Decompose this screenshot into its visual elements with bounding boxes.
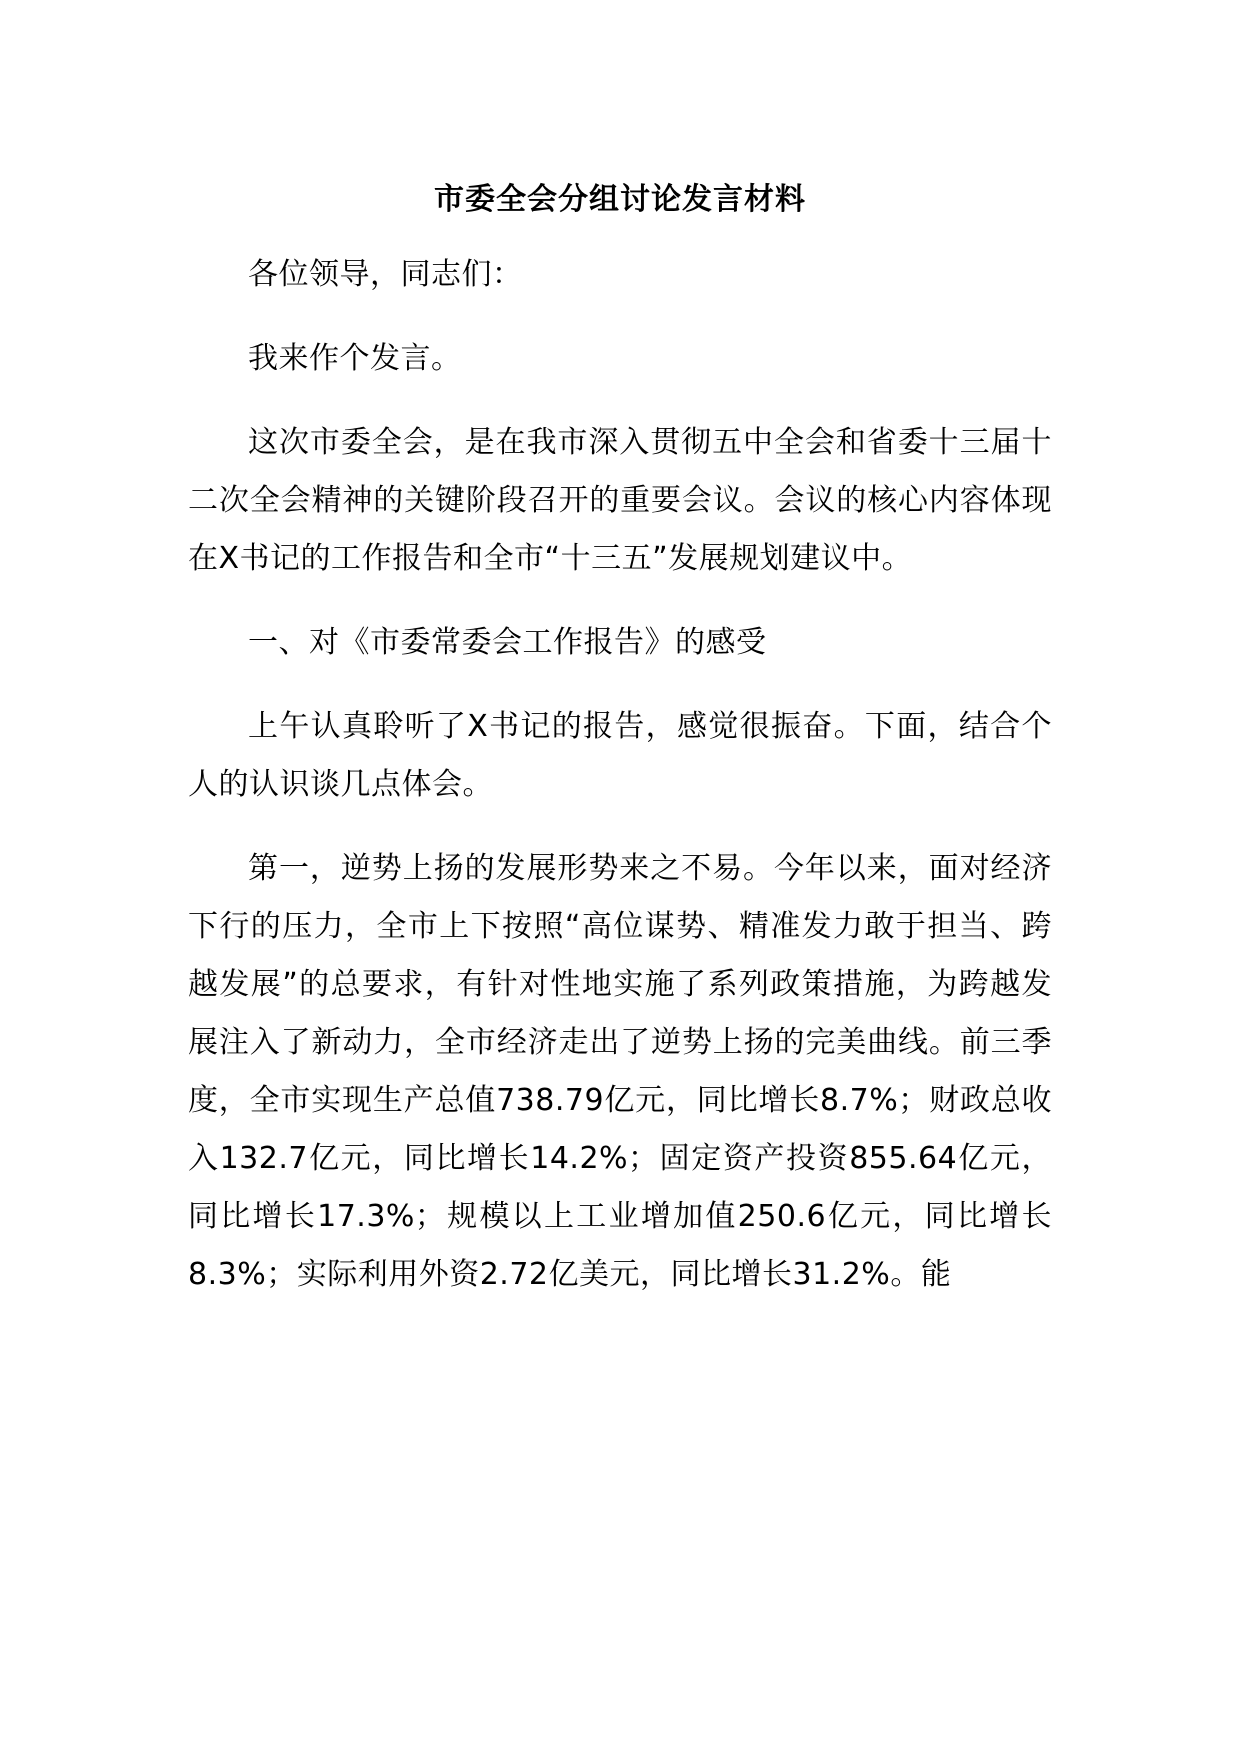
document-title: 市委全会分组讨论发言材料 (434, 182, 806, 217)
salutation-paragraph: 各位领导，同志们： (248, 257, 523, 292)
section-heading-1: 一、对《市委常委会工作报告》的感受 (248, 625, 767, 660)
opening-paragraph: 我来作个发言。 (248, 341, 462, 376)
document-page (188, 170, 1052, 1304)
body-paragraph: 上午认真聆听了X书记的报告，感觉很振奋。下面，结合个人的认识谈几点体会。 (188, 709, 1052, 802)
body-paragraph: 第一，逆势上扬的发展形势来之不易。今年以来，面对经济下行的压力，全市上下按照“高位谋势、精准发力敢于担当、跨越发展”的总要求，有针对性地实施了系列政策措施，为跨越发展注入了新动力，全市经济走出了逆势上扬的完美曲线。前三季度，全市实现生产总值738.79亿元，同比增长8.7%；财政总收入132.7亿元，同比增长14.2%；固定资产投资855.64亿元，同比增长17.3%；规模以上工业增加值250.6亿元，同比增长8.3%；实际利用外资2.72亿美元，同比增长31.2%。能 (188, 851, 1052, 1292)
introduction-paragraph: 这次市委全会，是在我市深入贯彻五中全会和省委十三届十二次全会精神的关键阶段召开的重要会议。会议的核心内容体现在X书记的工作报告和全市“十三五”发展规划建议中。 (188, 425, 1052, 576)
